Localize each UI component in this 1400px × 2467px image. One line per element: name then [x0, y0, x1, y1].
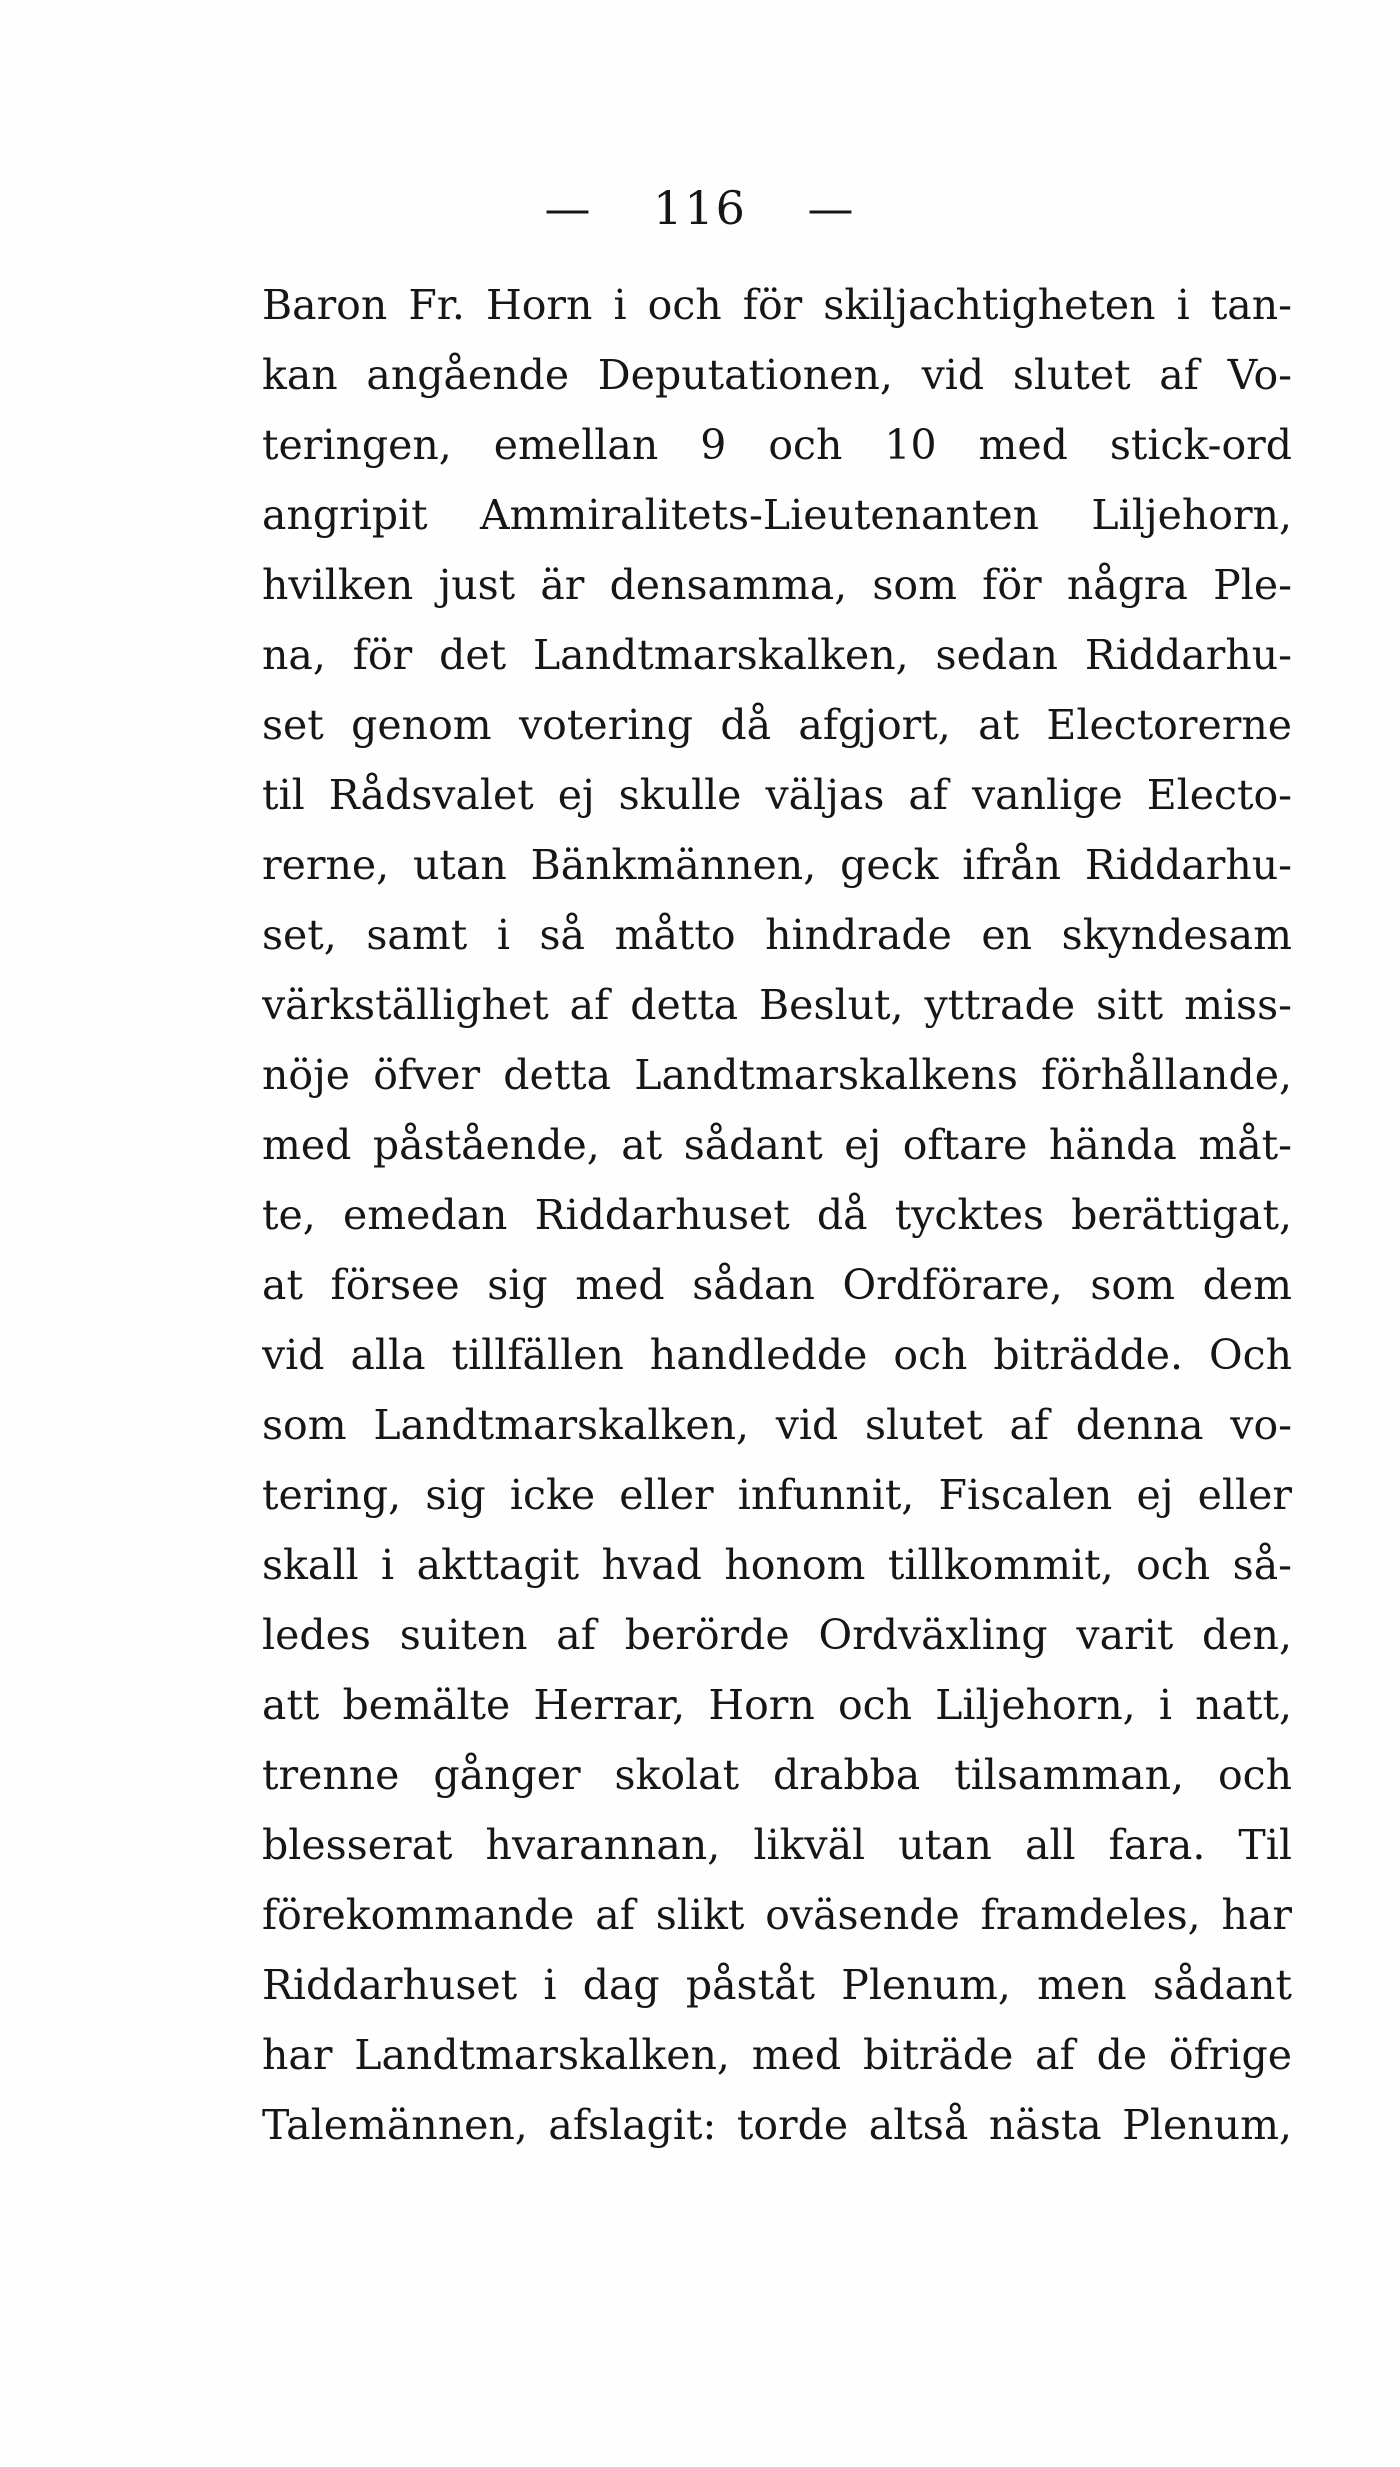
text-line: set genom votering då afgjort, at Electorerne: [262, 701, 1292, 749]
text-line: set, samt i så måtto hindrade en skyndesam: [262, 911, 1292, 959]
text-line: skall i akttagit hvad honom tillkommit, och så-: [262, 1541, 1292, 1589]
text-line: trenne gånger skolat drabba tilsamman, och: [262, 1751, 1292, 1799]
text-line: tering, sig icke eller infunnit, Fiscalen ej eller: [262, 1471, 1292, 1519]
text-line: kan angående Deputationen, vid slutet af Vo-: [262, 351, 1292, 399]
text-line: värkställighet af detta Beslut, yttrade sitt miss-: [262, 981, 1292, 1029]
text-line: att bemälte Herrar, Horn och Liljehorn, i natt,: [262, 1681, 1292, 1729]
text-line: te, emedan Riddarhuset då tycktes berättigat,: [262, 1191, 1292, 1239]
text-line: Baron Fr. Horn i och för skiljachtigheten i tan-: [262, 281, 1292, 329]
text-line: til Rådsvalet ej skulle väljas af vanlige Electo-: [262, 771, 1292, 819]
text-line: at försee sig med sådan Ordförare, som dem: [262, 1261, 1292, 1309]
text-line: nöje öfver detta Landtmarskalkens förhållande,: [262, 1051, 1292, 1099]
text-line: Riddarhuset i dag påståt Plenum, men sådant: [262, 1961, 1292, 2009]
text-line: som Landtmarskalken, vid slutet af denna vo-: [262, 1401, 1292, 1449]
text-line: blesserat hvarannan, likväl utan all fara. Til: [262, 1821, 1292, 1869]
text-line: vid alla tillfällen handledde och biträdde. Och: [262, 1331, 1292, 1379]
text-line: ledes suiten af berörde Ordväxling varit den,: [262, 1611, 1292, 1659]
text-line: teringen, emellan 9 och 10 med stick-ord: [262, 421, 1292, 469]
body-text: [262, 270, 1292, 2160]
text-line: förekommande af slikt oväsende framdeles, har: [262, 1891, 1292, 1939]
text-line: Talemännen, afslagit: torde altså nästa Plenum,: [262, 2101, 1292, 2149]
text-line: angripit Ammiralitets-Lieutenanten Liljehorn,: [262, 491, 1292, 539]
text-line: har Landtmarskalken, med biträde af de öfrige: [262, 2031, 1292, 2079]
text-line: hvilken just är densamma, som för några Ple-: [262, 561, 1292, 609]
page-number: 116: [653, 181, 747, 235]
page-header: [0, 178, 1400, 238]
text-line: med påstående, at sådant ej oftare hända måt-: [262, 1121, 1292, 1169]
header-dash-right: —: [807, 181, 856, 235]
text-line: rerne, utan Bänkmännen, geck ifrån Riddarhu-: [262, 841, 1292, 889]
text-line: na, för det Landtmarskalken, sedan Riddarhu-: [262, 631, 1292, 679]
header-dash-left: —: [544, 181, 593, 235]
